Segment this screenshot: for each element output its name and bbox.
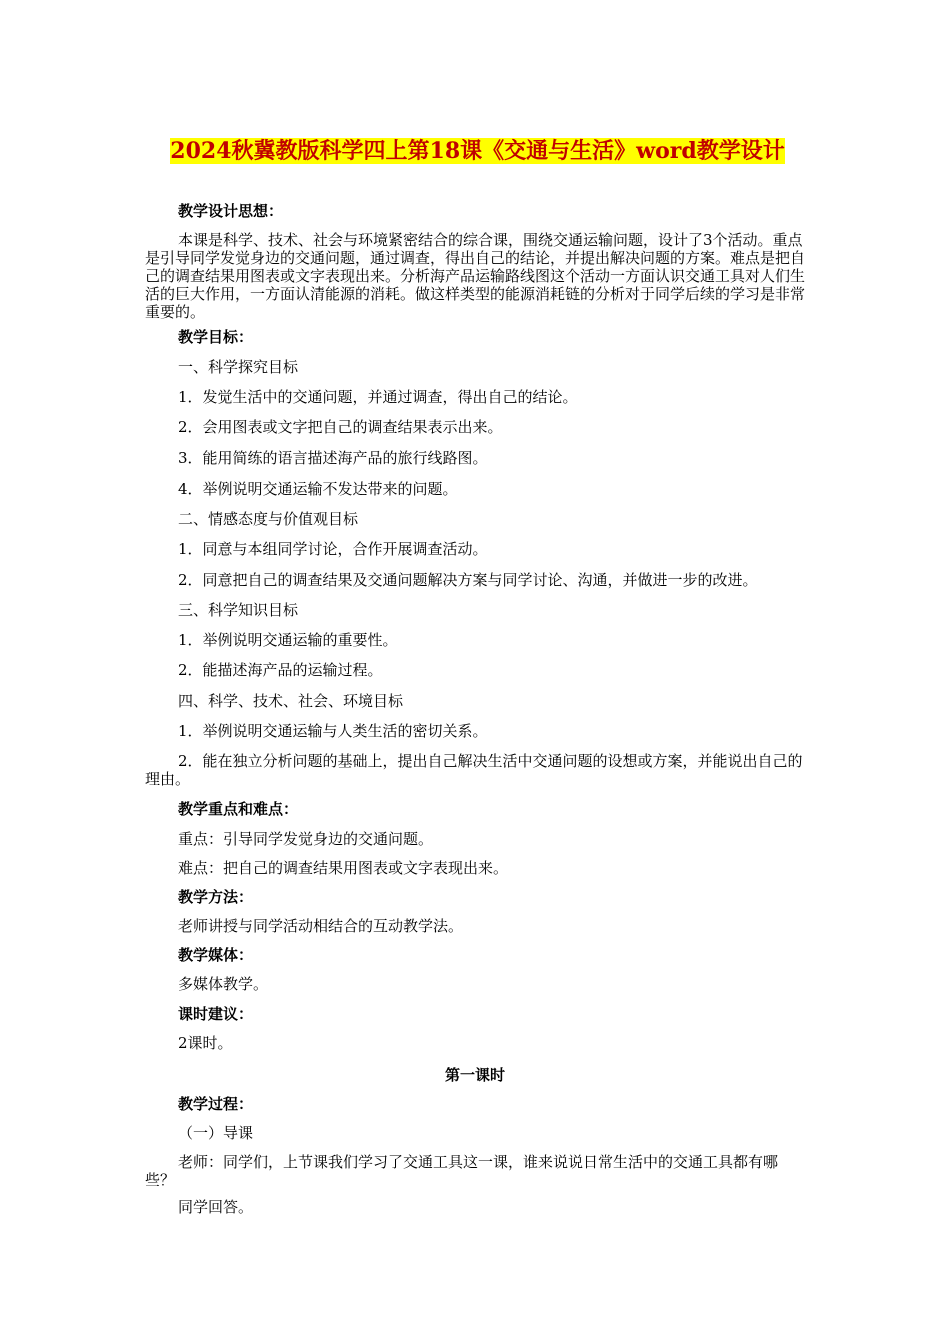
difficulty-text: 难点：把自己的调查结果用图表或文字表现出来。: [178, 859, 509, 877]
goal4-item: 2．能在独立分析问题的基础上，提出自己解决生活中交通问题的设想或方案，并能说出自己的理由。: [145, 752, 803, 788]
goal2-item: 2．同意把自己的调查结果及交通问题解决方案与同学讨论、沟通，并做进一步的改进。: [178, 571, 758, 589]
hours-text: 2课时。: [178, 1034, 233, 1052]
goal1-item: 2．会用图表或文字把自己的调查结果表示出来。: [178, 418, 503, 436]
hours-heading: 课时建议：: [178, 1005, 254, 1023]
document-title: 2024秋冀教版科学四上第18课《交通与生活》word教学设计: [170, 138, 785, 164]
teacher-line: 老师：同学们，上节课我们学习了交通工具这一课，谁来说说日常生活中的交通工具都有哪些？: [145, 1153, 779, 1189]
goal4-item: 1．举例说明交通运输与人类生活的密切关系。: [178, 722, 488, 740]
goal1-item: 1．发觉生活中的交通问题，并通过调查，得出自己的结论。: [178, 388, 578, 406]
design-idea-heading: 教学设计思想：: [178, 202, 284, 220]
keypoint-text: 重点：引导同学发觉身边的交通问题。: [178, 830, 434, 848]
goal2-heading: 二、情感态度与价值观目标: [178, 510, 359, 528]
design-idea-paragraph: 本课是科学、技术、社会与环境紧密结合的综合课，围绕交通运输问题，设计了3个活动。重点是引导同学发觉身边的交通问题，通过调查，得出自己的结论，并提出解决问题的方案。难点是把自己的调查结果用图表或文字表现出来。分析海产品运输路线图这个活动一方面认识交通工具对人们生活的巨大作用，一方面认清能源的消耗。做这样类型的能源消耗链的分析对于同学后续的学习是非常重要的。: [145, 231, 806, 321]
media-text: 多媒体教学。: [178, 975, 269, 993]
goal1-item: 4．举例说明交通运输不发达带来的问题。: [178, 480, 458, 498]
media-heading: 教学媒体：: [178, 946, 254, 964]
goal3-item: 1．举例说明交通运输的重要性。: [178, 631, 398, 649]
lesson1-heading: 第一课时: [444, 1066, 505, 1084]
intro-heading: （一）导课: [178, 1124, 254, 1142]
method-heading: 教学方法：: [178, 888, 254, 906]
goals-heading: 教学目标：: [178, 328, 254, 346]
goal2-item: 1．同意与本组同学讨论，合作开展调查活动。: [178, 540, 488, 558]
goal1-heading: 一、科学探究目标: [178, 358, 299, 376]
goal1-item: 3．能用简练的语言描述海产品的旅行线路图。: [178, 449, 488, 467]
goal4-heading: 四、科学、技术、社会、环境目标: [178, 692, 404, 710]
goal3-item: 2．能描述海产品的运输过程。: [178, 661, 383, 679]
keypoints-heading: 教学重点和难点：: [178, 800, 299, 818]
goal3-heading: 三、科学知识目标: [178, 601, 299, 619]
student-line: 同学回答。: [178, 1198, 254, 1216]
process-heading: 教学过程：: [178, 1095, 254, 1113]
method-text: 老师讲授与同学活动相结合的互动教学法。: [178, 917, 464, 935]
